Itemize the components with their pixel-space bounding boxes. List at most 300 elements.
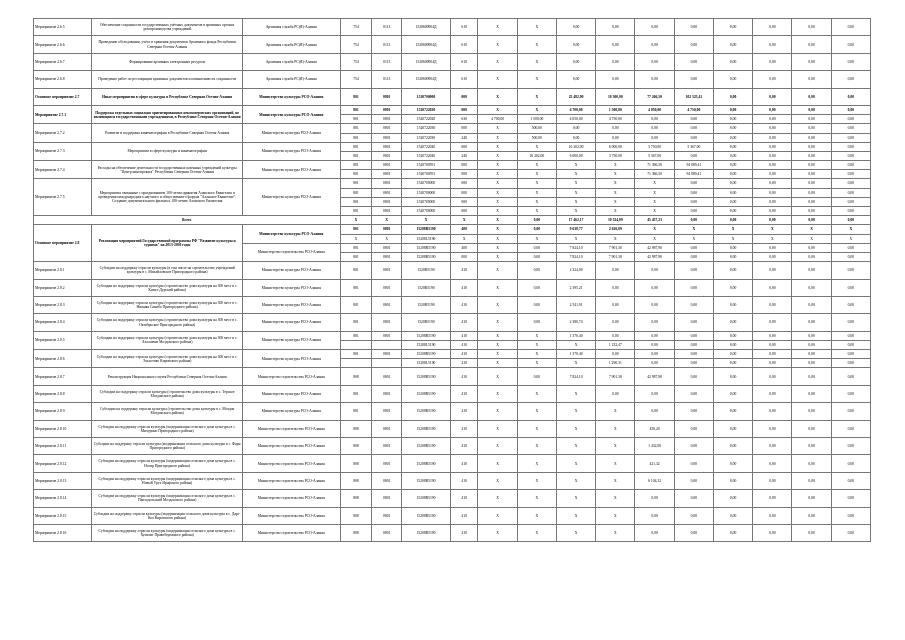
csr-cell: 15208L5190 — [402, 340, 451, 349]
value-cell: 0,00 — [635, 403, 674, 420]
value-cell: 6 104,32 — [635, 472, 674, 489]
vr-cell: 000 — [450, 170, 478, 179]
value-cell: X — [478, 524, 517, 541]
value-cell: 0,00 — [635, 490, 674, 507]
value-cell: 0,00 — [792, 340, 831, 349]
table-row — [34, 53, 871, 70]
value-cell: X — [713, 234, 752, 243]
csr-cell: 15208R5190 — [402, 225, 451, 234]
value-cell: 0,00 — [792, 420, 831, 437]
value-cell: 0,00 — [713, 19, 752, 36]
value-cell: X — [596, 524, 635, 541]
value-cell: X — [478, 36, 517, 53]
value-cell: 0,00 — [596, 133, 635, 142]
executor-name: Министерство строительства РСО-Алания — [242, 507, 340, 524]
rzpr-cell: 0801 — [372, 115, 402, 124]
rzpr-cell — [372, 359, 402, 368]
vr-cell: 410 — [450, 296, 478, 313]
value-cell: 0,00 — [792, 71, 831, 88]
value-cell: 0,00 — [831, 472, 870, 489]
event-name: Формирование архивных электронных ресурсов — [92, 53, 243, 70]
csr-cell: 1520600904Д — [402, 71, 451, 88]
table-row — [34, 455, 871, 472]
value-cell: X — [556, 420, 595, 437]
value-cell: X — [478, 161, 517, 170]
executor-name: Министерство строительства РСО-Алания — [242, 490, 340, 507]
csr-cell: 15208R5190 — [402, 455, 451, 472]
grbs-cell: 808 — [340, 490, 372, 507]
table-row — [34, 36, 871, 53]
vr-cell: 410 — [450, 350, 478, 359]
value-cell: 0,00 — [792, 279, 831, 296]
value-cell: 0,00 — [674, 115, 713, 124]
rzpr-cell: 0801 — [372, 142, 402, 151]
value-cell: 0,00 — [517, 243, 556, 252]
value-cell: 0,00 — [674, 262, 713, 279]
value-cell: 0,00 — [753, 105, 792, 114]
value-cell: X — [596, 420, 635, 437]
vr-cell: 410 — [450, 262, 478, 279]
vr-cell: 610 — [450, 36, 478, 53]
value-cell: 3 750,00 — [596, 151, 635, 160]
value-cell: 4 050,00 — [635, 105, 674, 114]
value-cell: 0,00 — [753, 188, 792, 197]
value-cell: 2 626,09 — [596, 225, 635, 234]
value-cell: 0,00 — [556, 71, 595, 88]
value-cell: X — [478, 314, 517, 331]
value-cell: 0,00 — [674, 243, 713, 252]
value-cell: X — [635, 225, 674, 234]
grbs-cell: 801 — [340, 243, 372, 252]
value-cell: 0,00 — [517, 279, 556, 296]
value-cell: 0,00 — [674, 403, 713, 420]
csr-cell: 1520700000 — [402, 88, 451, 105]
value-cell: 0,00 — [753, 524, 792, 541]
table-row — [34, 296, 871, 313]
value-cell: 0,00 — [753, 161, 792, 170]
value-cell: 421,32 — [635, 455, 674, 472]
table-row — [34, 216, 871, 225]
csr-cell: 15208R5190 — [402, 490, 451, 507]
value-cell: 0,00 — [596, 262, 635, 279]
value-cell: 0,00 — [674, 472, 713, 489]
grbs-cell: 801 — [340, 161, 372, 170]
grbs-cell: 801 — [340, 314, 372, 331]
value-cell: 94 089,41 — [674, 170, 713, 179]
vr-cell: 000 — [450, 188, 478, 197]
event-number: Мероприятие 2.6.6 — [34, 36, 92, 53]
value-cell: X — [635, 197, 674, 206]
csr-cell: 15208R5190 — [402, 524, 451, 541]
value-cell: 1 432,00 — [635, 438, 674, 455]
value-cell: 0,00 — [713, 252, 752, 261]
value-cell: 0,00 — [753, 71, 792, 88]
value-cell: 0,00 — [753, 142, 792, 151]
value-cell: 2 395,21 — [556, 279, 595, 296]
csr-cell: 1520722040 — [402, 151, 451, 160]
value-cell: X — [556, 490, 595, 507]
value-cell: 0,00 — [713, 507, 752, 524]
value-cell: 0,00 — [556, 133, 595, 142]
executor-name: Министерство культуры РСО-Алания — [242, 225, 340, 243]
value-cell: 2 541,91 — [556, 296, 595, 313]
value-cell: X — [517, 88, 556, 105]
value-cell: 0,00 — [596, 279, 635, 296]
value-cell: 5 367,00 — [635, 151, 674, 160]
value-cell: 0,00 — [792, 524, 831, 541]
vr-cell: X — [450, 216, 478, 225]
value-cell: X — [635, 234, 674, 243]
event-name: Субсидии на поддержку отрасли культуры (модернизация сельского дома культуры в с. Ногир Пригородного района) — [92, 455, 243, 472]
value-cell: 0,00 — [792, 385, 831, 402]
value-cell: 0,00 — [674, 207, 713, 216]
executor-name: Министерство культуры РСО-Алания — [242, 296, 340, 313]
value-cell: 0,00 — [753, 262, 792, 279]
event-number: Мероприятие 2.7.2 — [34, 124, 92, 142]
value-cell: X — [517, 142, 556, 151]
value-cell: 0,00 — [792, 161, 831, 170]
grbs-cell: 801 — [340, 133, 372, 142]
rzpr-cell: 0801 — [372, 420, 402, 437]
value-cell: 71 366,50 — [635, 170, 674, 179]
event-name: Субсидии на поддержку отрасли культуры (строительство дома культуры на 300 мест в с. Эльхотово Кировского района) — [92, 350, 243, 368]
value-cell: 0,00 — [596, 71, 635, 88]
value-cell: 0,00 — [792, 252, 831, 261]
value-cell: 7 824,10 — [556, 368, 595, 385]
value-cell: 0,00 — [831, 170, 870, 179]
event-name: Расходы на обеспечение деятельности государственных казённых учреждений культуры "Центр кинопроката" Республики Северная Осетия-Алания — [92, 161, 243, 179]
table-row — [34, 331, 871, 340]
csr-cell: 1520722030 — [402, 124, 451, 133]
value-cell: X — [478, 507, 517, 524]
value-cell: 7 901,30 — [596, 243, 635, 252]
value-cell: 0,00 — [674, 438, 713, 455]
value-cell: 0,00 — [792, 124, 831, 133]
csr-cell: 15208L5190 — [402, 359, 451, 368]
value-cell: 0,00 — [635, 53, 674, 70]
value-cell: 1 370,40 — [556, 331, 595, 340]
rzpr-cell: 0801 — [372, 507, 402, 524]
value-cell: 45 457,23 — [635, 216, 674, 225]
value-cell: X — [478, 262, 517, 279]
value-cell: 0,00 — [831, 385, 870, 402]
value-cell: 0,00 — [635, 133, 674, 142]
value-cell: X — [517, 36, 556, 53]
value-cell: 500,00 — [517, 124, 556, 133]
value-cell: X — [478, 385, 517, 402]
vr-cell: 410 — [450, 490, 478, 507]
value-cell: 0,00 — [831, 359, 870, 368]
value-cell: X — [478, 243, 517, 252]
rzpr-cell: 0801 — [372, 385, 402, 402]
event-number: Мероприятие 2.8.7 — [34, 368, 92, 385]
value-cell: 4 700,00 — [478, 115, 517, 124]
grbs-cell: 801 — [340, 262, 372, 279]
event-number: Основное мероприятие 2.7 — [34, 88, 92, 105]
rzpr-cell: 0801 — [372, 296, 402, 313]
value-cell: X — [596, 207, 635, 216]
value-cell: X — [596, 438, 635, 455]
csr-cell: 1520722030 — [402, 133, 451, 142]
value-cell: X — [753, 234, 792, 243]
value-cell: X — [517, 403, 556, 420]
value-cell: 0,00 — [792, 359, 831, 368]
value-cell: 0,00 — [753, 350, 792, 359]
vr-cell: 410 — [450, 359, 478, 368]
value-cell: 42 987,90 — [635, 243, 674, 252]
vr-cell: 000 — [450, 179, 478, 188]
rzpr-cell: 0801 — [372, 188, 402, 197]
table-row — [34, 142, 871, 151]
value-cell: X — [517, 234, 556, 243]
grbs-cell: 801 — [340, 170, 372, 179]
vr-cell: 000 — [450, 207, 478, 216]
csr-cell: 1520R5190 — [402, 314, 451, 331]
event-name: Субсидии на поддержку отрасли культуры (строительство дома культуры в с. Терское Моздокского района) — [92, 385, 243, 402]
value-cell: 0,00 — [753, 207, 792, 216]
vr-cell: 400 — [450, 225, 478, 234]
grbs-cell: 801 — [340, 350, 372, 359]
value-cell: 0,00 — [674, 331, 713, 340]
value-cell: X — [635, 179, 674, 188]
csr-cell: 15208R5190 — [402, 472, 451, 489]
value-cell: 0,00 — [635, 385, 674, 402]
grbs-cell: 801 — [340, 225, 372, 234]
value-cell: 0,00 — [831, 197, 870, 206]
vr-cell: 000 — [450, 252, 478, 261]
value-cell: X — [596, 161, 635, 170]
value-cell: 0,00 — [713, 296, 752, 313]
value-cell: X — [517, 455, 556, 472]
value-cell: X — [713, 225, 752, 234]
value-cell: X — [478, 71, 517, 88]
value-cell: 7 824,10 — [556, 252, 595, 261]
event-name: Субсидии на поддержку отрасли культуры (строительство дома культуры на 300 мест в с. Нижняя Саниба Пригородного района) — [92, 296, 243, 313]
event-number: Мероприятие 2.8.5 — [34, 331, 92, 349]
value-cell: 0,00 — [831, 455, 870, 472]
value-cell: X — [478, 124, 517, 133]
value-cell: X — [831, 225, 870, 234]
value-cell: 0,00 — [792, 19, 831, 36]
value-cell: 0,00 — [556, 36, 595, 53]
value-cell: 0,00 — [753, 170, 792, 179]
value-cell: X — [556, 188, 595, 197]
value-cell: 4 700,00 — [556, 105, 595, 114]
rzpr-cell: 0801 — [372, 472, 402, 489]
value-cell: 0,00 — [792, 151, 831, 160]
event-name: Развитие и поддержка кинематографии в Республике Северная Осетия-Алания — [92, 124, 243, 142]
value-cell: 4 050,00 — [556, 115, 595, 124]
rzpr-cell: 0801 — [372, 368, 402, 385]
value-cell: X — [635, 207, 674, 216]
value-cell: 0,00 — [753, 197, 792, 206]
value-cell: 0,00 — [792, 188, 831, 197]
grbs-cell: 801 — [340, 403, 372, 420]
grbs-cell: 801 — [340, 385, 372, 402]
value-cell: X — [556, 197, 595, 206]
value-cell: 71 366,50 — [635, 161, 674, 170]
event-number: Мероприятие 2.8.13 — [34, 472, 92, 489]
vr-cell: 410 — [450, 455, 478, 472]
value-cell: 0,00 — [596, 350, 635, 359]
value-cell: X — [478, 105, 517, 114]
value-cell: 0,00 — [831, 243, 870, 252]
rzpr-cell: 0801 — [372, 314, 402, 331]
value-cell: X — [753, 225, 792, 234]
value-cell: X — [596, 188, 635, 197]
value-cell: 0,00 — [792, 115, 831, 124]
executor-name: Министерство строительства РСО-Алания — [242, 455, 340, 472]
rzpr-cell: X — [372, 234, 402, 243]
value-cell: 0,00 — [713, 438, 752, 455]
value-cell: 0,00 — [792, 314, 831, 331]
grbs-cell: 801 — [340, 279, 372, 296]
rzpr-cell: 0801 — [372, 252, 402, 261]
event-name: Обеспечение сохранности государственных учётных документов в архивных органах делопроизводства учреждений — [92, 19, 243, 36]
executor-name: Министерство культуры РСО-Алания — [242, 142, 340, 160]
value-cell: 0,00 — [831, 124, 870, 133]
value-cell: 0,00 — [713, 472, 752, 489]
value-cell: X — [478, 88, 517, 105]
value-cell: X — [674, 225, 713, 234]
table-row — [34, 71, 871, 88]
event-name: Реализация мероприятий Государственной программы РФ "Развитие культуры и туризма" на 2013-2030 годы — [92, 225, 243, 262]
event-number: Мероприятие 2.8.15 — [34, 507, 92, 524]
value-cell: X — [517, 19, 556, 36]
rzpr-cell: 0801 — [372, 455, 402, 472]
grbs-cell: 801 — [340, 179, 372, 188]
value-cell: X — [478, 151, 517, 160]
grbs-cell: 801 — [340, 197, 372, 206]
value-cell: X — [478, 279, 517, 296]
rzpr-cell: 0113 — [372, 53, 402, 70]
value-cell: 0,00 — [713, 124, 752, 133]
value-cell: X — [478, 455, 517, 472]
value-cell: X — [556, 161, 595, 170]
value-cell: X — [517, 207, 556, 216]
value-cell: X — [517, 170, 556, 179]
value-cell: 0,00 — [596, 331, 635, 340]
value-cell: 0,00 — [753, 331, 792, 340]
value-cell: X — [517, 359, 556, 368]
value-cell: 0,00 — [831, 216, 870, 225]
vr-cell: 610 — [450, 19, 478, 36]
vr-cell: 410 — [450, 472, 478, 489]
value-cell: 0,00 — [831, 142, 870, 151]
event-number: Основное мероприятие 2.8 — [34, 225, 92, 262]
rzpr-cell: 0801 — [372, 124, 402, 133]
value-cell: 0,00 — [753, 359, 792, 368]
executor-name: Министерство культуры РСО-Алания — [242, 331, 340, 349]
rzpr-cell: 0801 — [372, 262, 402, 279]
grbs-cell: X — [340, 234, 372, 243]
value-cell: 42 987,90 — [635, 368, 674, 385]
value-cell: X — [556, 359, 595, 368]
value-cell: 0,00 — [753, 296, 792, 313]
value-cell: X — [596, 197, 635, 206]
value-cell: 0,00 — [792, 296, 831, 313]
value-cell: 7 901,30 — [596, 368, 635, 385]
vr-cell: 000 — [450, 124, 478, 133]
event-number: Мероприятие 2.8.4 — [34, 314, 92, 331]
value-cell: 0,00 — [792, 262, 831, 279]
event-name: Субсидии на поддержку отрасли культуры (строительство дома культуры на 300 мест в с. Кизил-Дурский района) — [92, 279, 243, 296]
table-row — [34, 314, 871, 331]
value-cell: 1 290,31 — [596, 359, 635, 368]
value-cell: X — [596, 234, 635, 243]
value-cell: 2 324,00 — [556, 262, 595, 279]
event-number: Мероприятие 2.6.5 — [34, 19, 92, 36]
value-cell: 6 000,00 — [596, 142, 635, 151]
value-cell: 0,00 — [831, 36, 870, 53]
executor-name: Министерство культуры РСО-Алания — [242, 105, 340, 123]
value-cell: X — [478, 197, 517, 206]
grbs-cell: 801 — [340, 331, 372, 340]
vr-cell: 000 — [450, 197, 478, 206]
value-cell: X — [556, 340, 595, 349]
event-name: Реконструкция Национального музея Республики Северная Осетия-Алания — [92, 368, 243, 385]
table-row — [34, 161, 871, 170]
value-cell: 0,00 — [753, 243, 792, 252]
rzpr-cell: 0801 — [372, 207, 402, 216]
executor-name: Министерство культуры РСО-Алания — [242, 403, 340, 420]
vr-cell: 610 — [450, 71, 478, 88]
value-cell: 0,00 — [713, 385, 752, 402]
budget-table — [33, 18, 871, 542]
value-cell: 0,00 — [792, 133, 831, 142]
value-cell: 0,00 — [674, 314, 713, 331]
vr-cell: 000 — [450, 161, 478, 170]
event-number: Мероприятие 2.8.3 — [34, 296, 92, 313]
value-cell: 0,00 — [831, 438, 870, 455]
value-cell: X — [517, 331, 556, 340]
csr-cell: X — [402, 216, 451, 225]
vr-cell: 000 — [450, 105, 478, 114]
value-cell: 0,00 — [674, 296, 713, 313]
value-cell: 6 000,00 — [556, 151, 595, 160]
event-number: Мероприятие 2.6.7 — [34, 53, 92, 70]
table-row — [34, 385, 871, 402]
event-name: Субсидии на поддержку отрасли культуры (модернизация сельского дома культуры в с. Фарн Пригородного района) — [92, 438, 243, 455]
csr-cell: 1520700591 — [402, 161, 451, 170]
event-name: Поддержка отдельных социально ориентированных некоммерческих организаций, не являющихся государственными учреждениями, в Республике Северная Осетия-Алания — [92, 105, 243, 123]
value-cell: 0,00 — [713, 161, 752, 170]
value-cell: X — [478, 438, 517, 455]
event-name: Иные мероприятия в сфере культуры в Республике Северная Осетия-Алания — [92, 88, 243, 105]
value-cell: 0,00 — [713, 133, 752, 142]
value-cell: 0,00 — [831, 350, 870, 359]
value-cell: 4 750,00 — [674, 105, 713, 114]
value-cell: X — [517, 188, 556, 197]
value-cell: 0,00 — [674, 216, 713, 225]
value-cell: X — [478, 225, 517, 234]
vr-cell: 410 — [450, 368, 478, 385]
event-number: Мероприятие 2.7.4 — [34, 161, 92, 179]
csr-cell: 1520R5190 — [402, 296, 451, 313]
rzpr-cell: 0801 — [372, 524, 402, 541]
grbs-cell: 808 — [340, 524, 372, 541]
event-number: Мероприятие 2.7.1 — [34, 105, 92, 123]
value-cell: X — [556, 207, 595, 216]
event-number: Мероприятие 2.6.8 — [34, 71, 92, 88]
table-row — [34, 438, 871, 455]
value-cell: 0,00 — [753, 36, 792, 53]
value-cell: 0,00 — [517, 216, 556, 225]
value-cell: 17 462,17 — [556, 216, 595, 225]
value-cell: 0,00 — [674, 350, 713, 359]
value-cell: X — [478, 53, 517, 70]
event-name: Проведение обследования, учёта и хранения документов Архивного фонда Республики Северная Осетия-Алания — [92, 36, 243, 53]
